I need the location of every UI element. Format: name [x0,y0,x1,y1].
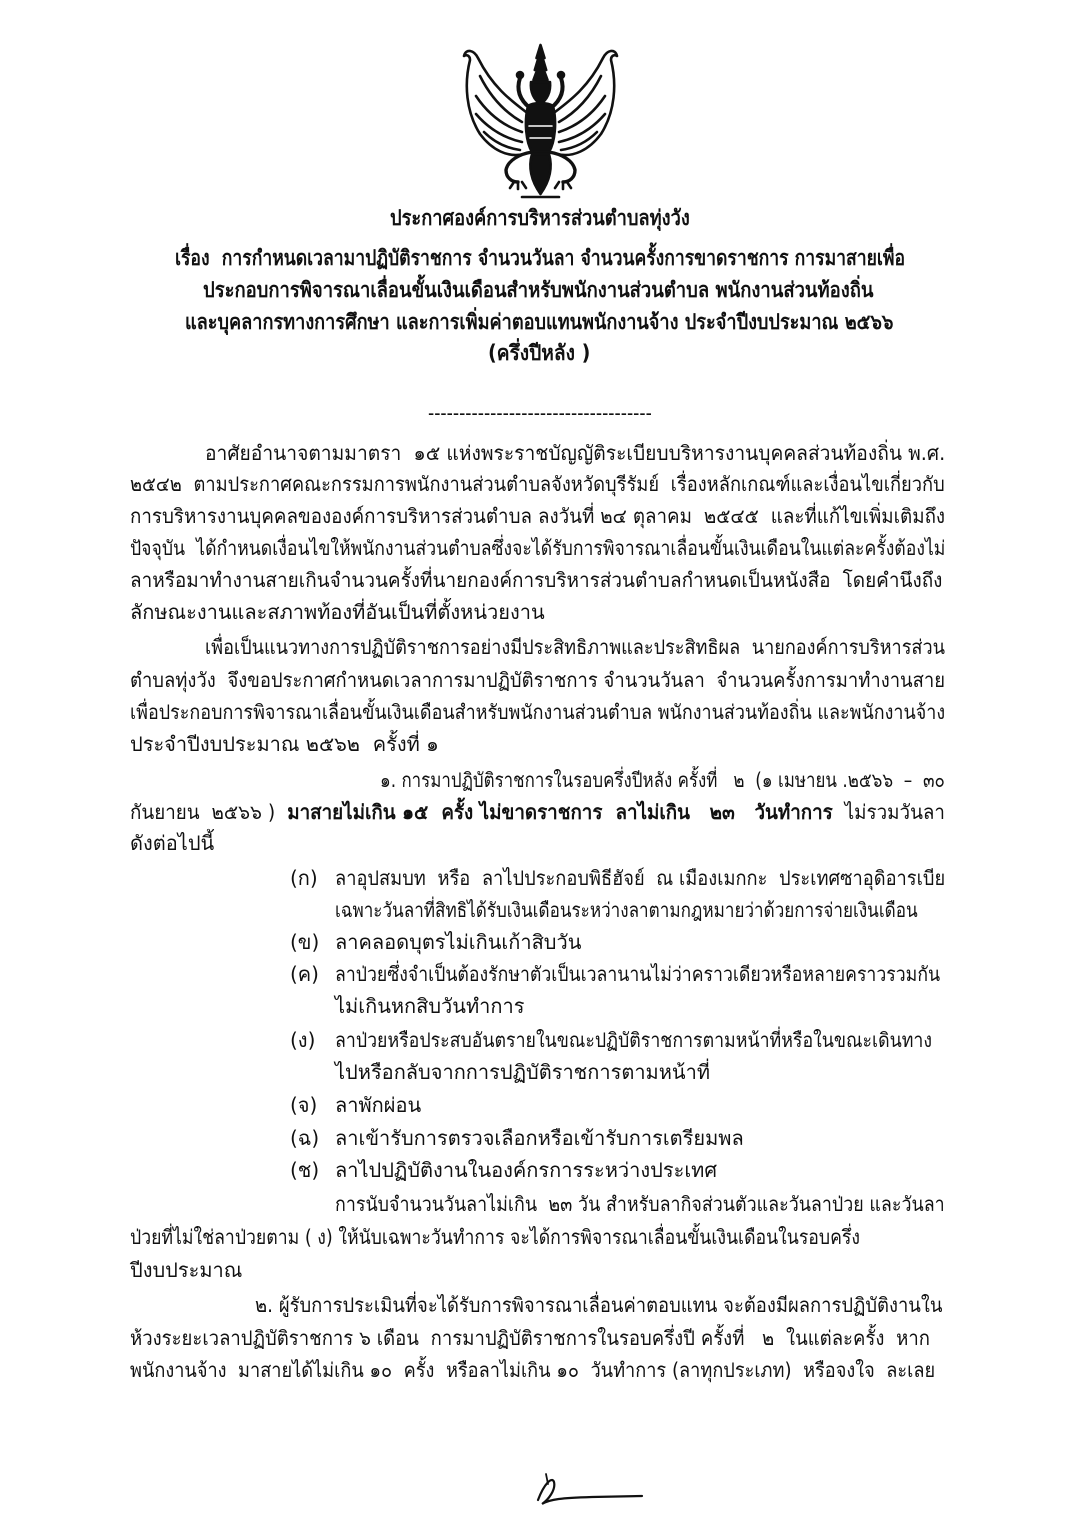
date-end-text: กันยายน ๒๕๖๖ ) [130,800,288,824]
body-text: การบริหารงานบุคคลขององค์การบริหารส่วนตำบล ลงวันที่ ๒๔ ตุลาคม ๒๕๔๕ และที่แก้ไขเพิ่มเติมถึง [130,504,946,528]
paragraph-1-line-3 [130,501,945,531]
leave-item-ngo-line-2 [335,1057,945,1087]
body-text: ๒๕๔๒ ตามประกาศคณะกรรมการพนักงานส่วนตำบลจังหวัดบุรีรัมย์ เรื่องหลักเกณฑ์และเงื่อนไขเกี่ยวกับ [130,472,945,496]
paragraph-2-line-2 [130,665,945,695]
title-line-3 [203,275,873,305]
paragraph-2-line-3 [130,697,945,727]
subject-text: เรื่อง การกำหนดเวลามาปฏิบัติราชการ จำนวนวันลา จำนวนครั้งการขาดราชการ การมาสายเพื่อ [175,246,906,270]
leave-item-ko-line-2 [335,895,918,925]
paragraph-1-line-4 [130,533,945,563]
leave-item-ngo-line-1 [335,1025,932,1055]
list-label: (ง) [290,1028,316,1052]
subject-text: และบุคลากรทางการศึกษา และการเพิ่มค่าตอบแทนพนักงานจ้าง ประจำปีงบประมาณ ๒๕๖๖ [185,310,894,334]
body-text: ลาหรือมาทำงานสายเกินจำนวนครั้งที่นายกองค์การบริหารส่วนตำบลกำหนดเป็นหนังสือ โดยคำนึงถึง [130,568,943,592]
garuda-tail [530,154,550,194]
counting-note-line-2 [130,1222,860,1252]
body-text: ประจำปีงบประมาณ ๒๕๖๒ ครั้งที่ ๑ [130,732,439,756]
separator-line [428,398,652,428]
list-label: (ก) [290,866,318,890]
exclusion-text: ไม่รวมวันลา [832,800,945,824]
announcement-heading: ประกาศองค์การบริหารส่วนตำบลทุ่งวัง [390,206,690,230]
paragraph-1-line-2 [130,469,945,499]
item-1-line-1 [380,765,945,795]
paragraph-1-line-1 [205,438,945,468]
list-label: (ช) [290,1158,320,1182]
body-text: เพื่อเป็นแนวทางการปฏิบัติราชการอย่างมีประสิทธิภาพและประสิทธิผล นายกองค์การบริหารส่วน [205,635,946,659]
body-text: ปีงบประมาณ [130,1258,243,1282]
paragraph-1-line-5 [130,565,942,595]
body-text: ห้วงระยะเวลาปฏิบัติราชการ ๖ เดือน การมาปฏิบัติราชการในรอบครึ่งปี ครั้งที่ ๒ ในแต่ละครั้ง หาก [130,1326,930,1350]
body-text: ป่วยที่ไม่ใช่ลาป่วยตาม ( ง) ให้นับเฉพาะวันทำการ จะได้การพิจารณาเลื่อนขั้นเงินเดือนในรอบครึ่ง [130,1225,860,1249]
list-item-text: เฉพาะวันลาที่สิทธิได้รับเงินเดือนระหว่างลาตามกฎหมายว่าด้วยการจ่ายเงินเดือน [335,898,918,922]
title-line-2 [175,243,905,273]
leave-item-chho-line-1 [335,1123,945,1153]
garuda-right-wing [555,51,617,155]
item-1-line-3 [130,828,945,858]
leave-label-ko [290,863,334,893]
signature-icon [520,1468,650,1508]
item-1-heading: ๑. การมาปฏิบัติราชการในรอบครึ่งปีหลัง ครั้งที่ ๒ (๑ เมษายน .๒๕๖๖ – ๓๐ [380,768,945,792]
title-line-1 [390,203,690,233]
counting-note-line-1 [335,1189,945,1219]
garuda-crown [534,45,548,80]
body-text: อาศัยอำนาจตามมาตรา ๑๕ แห่งพระราชบัญญัติระเบียบบริหารงานบุคคลส่วนท้องถิ่น พ.ศ. [205,441,946,465]
body-text: พนักงานจ้าง มาสายได้ไม่เกิน ๑๐ ครั้ง หรือลาไม่เกิน ๑๐ วันทำการ (ลาทุกประเภท) หรือจงใจ ละเลย [130,1358,936,1382]
item-2-heading: ๒. ผู้รับการประเมินที่จะได้รับการพิจารณาเลื่อนค่าตอบแทน จะต้องมีผลการปฏิบัติงานใน [255,1293,943,1317]
leave-item-cho-line-1 [335,1090,945,1120]
leave-label-ngo [290,1025,334,1055]
list-item-text: ลาไปปฏิบัติงานในองค์กรการระหว่างประเทศ [335,1158,718,1182]
separator-dashes: ------------------------------------ [428,401,652,425]
body-text: การนับจำนวนวันลาไม่เกิน ๒๓ วัน สำหรับลากิจส่วนตัวและวันลาป่วย และวันลา [335,1192,945,1216]
body-text: ปัจจุบัน ได้กำหนดเงื่อนไขให้พนักงานส่วนตำบลซึ่งจะได้รับการพิจารณาเลื่อนขั้นเงินเดือนในแต่ละครั้งต้องไม่ [130,536,946,560]
subject-text: (ครึ่งปีหลัง ) [488,341,591,365]
list-item-text: ลาป่วยซึ่งจำเป็นต้องรักษาตัวเป็นเวลานานไม่ว่าคราวเดียวหรือหลายคราวรวมกัน [335,962,941,986]
list-item-text: ลาเข้ารับการตรวจเลือกหรือเข้ารับการเตรียมพล [335,1126,744,1150]
item-2-line-2 [130,1323,930,1353]
leave-label-cho [290,1090,334,1120]
leave-item-kho-khwai-line-2 [335,991,945,1021]
garuda-head [531,82,550,104]
leave-item-ko-line-1 [335,863,945,893]
attendance-limit-text: มาสายไม่เกิน ๑๕ ครั้ง ไม่ขาดราชการ ลาไม่เกิน ๒๓ วันทำการ [287,800,833,824]
list-item-text: ไม่เกินหกสิบวันทำการ [335,994,525,1018]
leave-item-kho-line-1 [335,927,945,957]
list-label: (ข) [290,930,320,954]
item-2-line-1 [255,1290,942,1320]
body-text: ลักษณะงานและสภาพท้องที่อันเป็นที่ตั้งหน่วยงาน [130,600,545,624]
body-text: เพื่อประกอบการพิจารณาเลื่อนขั้นเงินเดือนสำหรับพนักงานส่วนตำบล พนักงานส่วนท้องถิ่น และพนักงานจ้าง [130,700,946,724]
list-item-text: ลาป่วยหรือประสบอันตรายในขณะปฏิบัติราชการตามหน้าที่หรือในขณะเดินทาง [335,1028,933,1052]
item-1-line-2 [130,797,945,827]
leave-item-cho-chang-line-1 [335,1155,945,1185]
list-item-text: ลาอุปสมบท หรือ ลาไปประกอบพิธีฮัจย์ ณ เมืองเมกกะ ประเทศซาอุดิอารเบีย [335,866,946,890]
item-2-line-3 [130,1355,935,1385]
leave-label-cho-chang [290,1155,334,1185]
subject-text: ประกอบการพิจารณาเลื่อนขั้นเงินเดือนสำหรับพนักงานส่วนตำบล พนักงานส่วนท้องถิ่น [203,278,874,302]
leave-label-chho [290,1123,334,1153]
list-item-text: ลาพักผ่อน [335,1093,422,1117]
leave-item-kho-khwai-line-1 [335,959,940,989]
list-item-text: ลาคลอดบุตรไม่เกินเก้าสิบวัน [335,930,582,954]
body-text: ดังต่อไปนี้ [130,831,215,855]
paragraph-1-line-6 [130,597,945,627]
list-label: (ฉ) [290,1126,320,1150]
list-item-text: ไปหรือกลับจากการปฏิบัติราชการตามหน้าที่ [335,1060,710,1084]
counting-note-line-3 [130,1255,945,1285]
list-label: (ค) [290,962,319,986]
body-text: ตำบลทุ่งวัง จึงขอประกาศกำหนดเวลาการมาปฏิบัติราชการ จำนวนวันลา จำนวนครั้งการมาทำงานสาย [130,668,946,692]
leave-label-kho-khwai [290,959,334,989]
title-line-5 [488,338,590,368]
paragraph-2-line-4 [130,729,945,759]
item-1-line-2-text [130,797,945,827]
title-line-4 [185,307,893,337]
paragraph-2-line-1 [205,632,945,662]
garuda-torso [526,103,555,152]
leave-label-kho [290,927,334,957]
garuda-left-wing [464,51,526,155]
garuda-emblem-icon [458,42,623,200]
list-label: (จ) [290,1093,318,1117]
